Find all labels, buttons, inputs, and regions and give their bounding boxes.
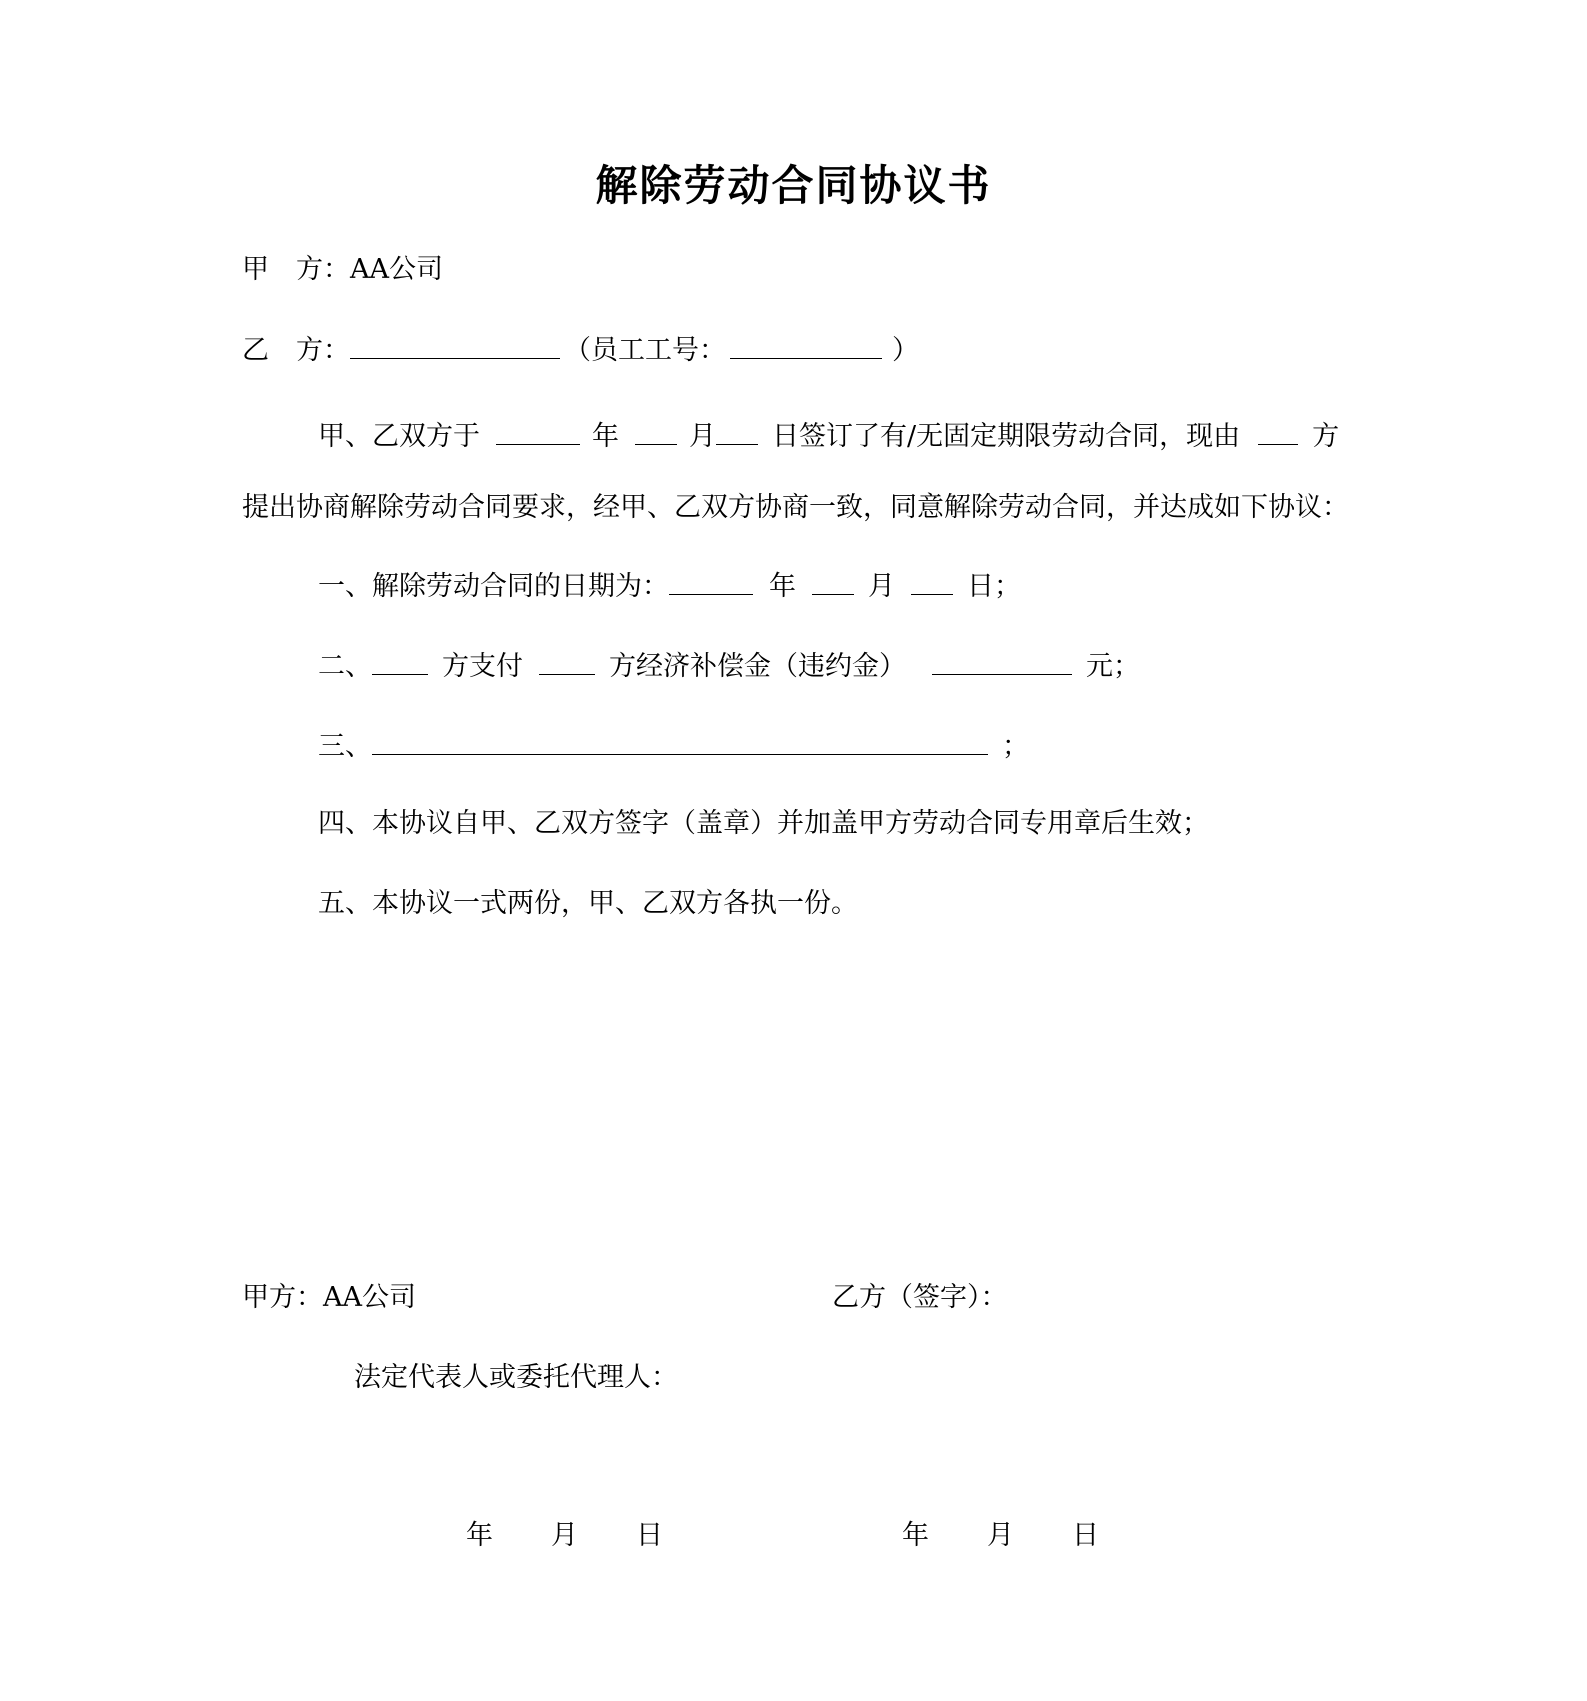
item2-pay: 方支付 [442, 651, 523, 682]
signature-party-a: 甲方：AA公司 [242, 1282, 416, 1313]
item-1 [318, 568, 1021, 605]
item2-prefix: 二、 [318, 651, 372, 682]
termination-month-blank[interactable] [812, 568, 854, 595]
paragraph-1-line-2: 提出协商解除劳动合同要求，经甲、乙双方协商一致，同意解除劳动合同，并达成如下协议： [242, 492, 1349, 523]
paragraph-1-line-1 [318, 418, 1339, 455]
signature-party-b: 乙方（签字）： [832, 1282, 1008, 1313]
para1-text-2: 日签订了有/无固定期限劳动合同，现由 [772, 421, 1241, 452]
compensation-amount-blank[interactable] [932, 648, 1072, 675]
party-b-date-month: 月 [987, 1520, 1014, 1551]
item-3 [318, 728, 1029, 765]
para1-month: 月 [689, 421, 716, 452]
legal-representative-label: 法定代表人或委托代理人： [354, 1362, 678, 1393]
item2-compensation: 方经济补偿金（违约金） [609, 651, 906, 682]
item-4: 四、本协议自甲、乙双方签字（盖章）并加盖甲方劳动合同专用章后生效； [318, 808, 1209, 839]
item1-day: 日； [967, 571, 1021, 602]
employee-id-blank[interactable] [730, 332, 882, 359]
party-b-line [242, 332, 919, 369]
sign-year-blank[interactable] [496, 418, 580, 445]
party-a-date-month: 月 [551, 1520, 578, 1551]
party-b-sign-date [902, 1518, 1099, 1554]
payer-blank[interactable] [372, 648, 428, 675]
party-b-name-blank[interactable] [350, 332, 560, 359]
payee-blank[interactable] [539, 648, 595, 675]
item-5: 五、本协议一式两份，甲、乙双方各执一份。 [318, 888, 858, 919]
initiating-party-blank[interactable] [1258, 418, 1298, 445]
item2-yuan: 元； [1086, 651, 1140, 682]
party-a-sign-date [466, 1518, 663, 1554]
para1-text-1: 甲、乙双方于 [318, 421, 480, 452]
document-title: 解除劳动合同协议书 [595, 161, 992, 210]
item-2 [318, 648, 1140, 685]
employee-id-open: （员工工号： [564, 335, 726, 366]
item3-prefix: 三、 [318, 731, 372, 762]
termination-day-blank[interactable] [911, 568, 953, 595]
party-a-date-year: 年 [466, 1520, 493, 1551]
item1-year: 年 [769, 571, 796, 602]
item1-month: 月 [868, 571, 895, 602]
party-b-date-year: 年 [902, 1520, 929, 1551]
item1-prefix: 一、解除劳动合同的日期为： [318, 571, 669, 602]
party-b-label: 乙 方： [242, 335, 350, 366]
sign-day-blank[interactable] [716, 418, 758, 445]
party-a-date-day: 日 [636, 1520, 663, 1551]
party-b-date-day: 日 [1072, 1520, 1099, 1551]
party-a-line [242, 252, 443, 288]
party-a-label: 甲 方： [242, 254, 350, 285]
party-a-value: AA公司 [350, 254, 443, 285]
other-terms-blank[interactable] [372, 728, 988, 755]
termination-year-blank[interactable] [669, 568, 753, 595]
para1-year: 年 [592, 421, 619, 452]
para1-fang: 方 [1312, 421, 1340, 452]
sign-month-blank[interactable] [635, 418, 677, 445]
item3-end: ； [1002, 731, 1029, 762]
employee-id-close: ） [892, 335, 919, 366]
